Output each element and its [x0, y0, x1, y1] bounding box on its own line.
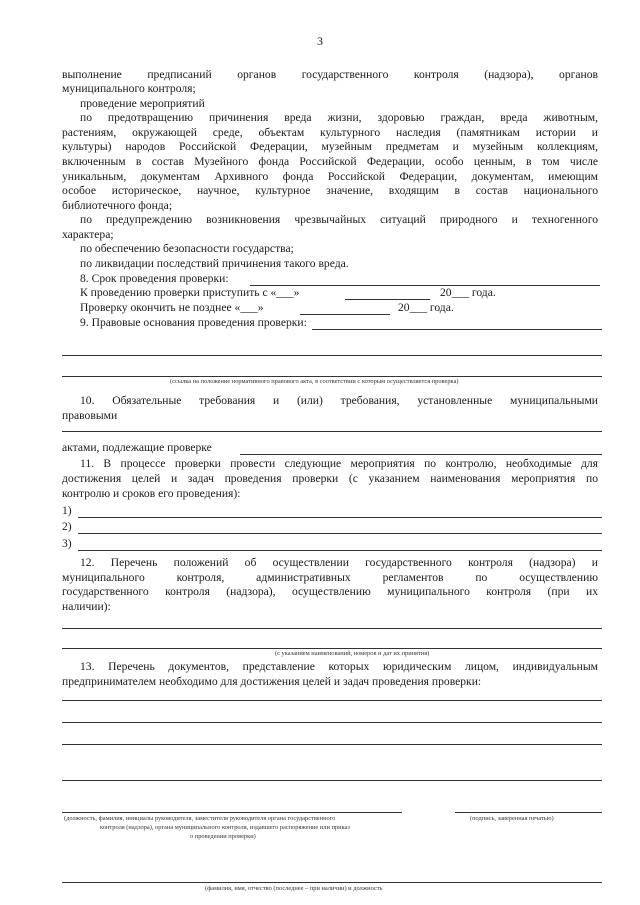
intro-line-3: проведение мероприятий: [80, 97, 205, 110]
item-8-end: Проверку окончить не позднее «___»: [80, 301, 264, 314]
emergency-line-2: характера;: [62, 228, 114, 241]
fill-line: [78, 517, 602, 518]
prevent-line-5: уникальным, документам Архивного фонда Российской Федерации, документам, имеющим: [62, 170, 598, 183]
fill-line: [62, 355, 602, 356]
prevent-line-2: растениям, окружающей среде, объектам культурного наследия (памятникам истории и: [62, 126, 598, 139]
fill-line: [62, 431, 602, 432]
activity-number-3: 3): [62, 537, 72, 550]
fill-line: [345, 299, 430, 300]
prevent-line-1: по предотвращению причинения вреда жизни, здоровью граждан, вреда животным,: [80, 111, 598, 124]
signatory-line: [62, 812, 402, 813]
item-12-caption: (с указанием наименований, номеров и дат их принятия): [275, 650, 430, 657]
prevent-line-4: включенным в состав Музейного фонда Российской Федерации, особо ценным, в том числе: [62, 155, 598, 168]
security-line: по обеспечению безопасности государства;: [80, 242, 294, 255]
fill-line: [78, 550, 602, 551]
prevent-line-7: библиотечного фонда;: [62, 199, 173, 212]
intro-line-2: муниципального контроля;: [62, 82, 196, 95]
item-8-heading: 8. Срок проведения проверки:: [80, 272, 229, 285]
item-12-line-1: 12. Перечень положений об осуществлении государственного контроля (надзора) и: [80, 556, 598, 569]
item-13-line-2: предпринимателем необходимо для достижения целей и задач проведения проверки:: [62, 675, 482, 688]
signatory-caption-1: (должность, фамилия, инициалы руководителя, заместителя руководителя органа государственного: [64, 815, 336, 822]
signature-line: [455, 812, 602, 813]
item-12-line-3: государственного контроля (надзора), осуществлению муниципального контроля (при их: [62, 585, 598, 598]
bottom-caption: (фамилия, имя, отчество (последнее – при наличии) и должность: [205, 885, 383, 892]
fill-line: [62, 628, 602, 629]
item-9-caption: (ссылка на положение нормативного правового акта, в соответствии с которым осуществляется проверка): [170, 378, 459, 385]
page-number: 3: [317, 34, 323, 48]
signatory-caption-3: о проведении проверки): [190, 833, 256, 840]
intro-line-1: выполнение предписаний органов государственного контроля (надзора), органов: [62, 68, 598, 81]
fill-line: [312, 329, 602, 330]
liquidation-line: по ликвидации последствий причинения такого вреда.: [80, 257, 349, 270]
fill-line: [62, 722, 602, 723]
emergency-line-1: по предупреждению возникновения чрезвычайных ситуаций природного и техногенного: [80, 213, 598, 226]
fill-line: [78, 533, 602, 534]
fill-line: [62, 780, 602, 781]
activity-number-2: 2): [62, 520, 72, 533]
fill-line: [300, 314, 390, 315]
item-11-line-1: 11. В процессе проверки провести следующие мероприятия по контролю, необходимые для: [80, 457, 598, 470]
signatory-caption-2: контроля (надзора), органа муниципального контроля, издавшего распоряжение или приказ: [100, 824, 350, 831]
item-8-end-year: 20___ года.: [398, 301, 454, 314]
fill-line: [62, 376, 602, 377]
item-8-start: К проведению проверки приступить с «___»: [80, 286, 300, 299]
fill-line: [250, 285, 600, 286]
item-12-line-2: муниципального контроля, административных регламентов по осуществлению: [62, 571, 598, 584]
fill-line: [62, 744, 602, 745]
fill-line: [62, 882, 602, 883]
item-13-line-1: 13. Перечень документов, представление которых юридическим лицом, индивидуальным: [80, 660, 598, 673]
prevent-line-3: культуры) народов Российской Федерации, музейным предметам и музейным коллекциям,: [62, 140, 598, 153]
item-10-line-2: правовыми: [62, 409, 118, 422]
item-10-line-3: актами, подлежащие проверке: [62, 441, 212, 454]
item-11-line-2: достижения целей и задач проведения проверки (с указанием наименования мероприятия по: [62, 472, 598, 485]
fill-line: [62, 700, 602, 701]
signature-caption: (подпись, заверенная печатью): [470, 815, 554, 822]
fill-line: [62, 648, 602, 649]
prevent-line-6: особое историческое, научное, культурное значение, входящим в состав национального: [62, 184, 598, 197]
item-9-heading: 9. Правовые основания проведения проверки:: [80, 316, 307, 329]
fill-line: [240, 454, 602, 455]
item-8-start-year: 20___ года.: [440, 286, 496, 299]
item-10-line-1: 10. Обязательные требования и (или) требования, установленные муниципальными: [80, 394, 598, 407]
activity-number-1: 1): [62, 504, 72, 517]
item-12-line-4: наличии):: [62, 600, 111, 613]
item-11-line-3: контролю и сроков его проведения):: [62, 487, 241, 500]
